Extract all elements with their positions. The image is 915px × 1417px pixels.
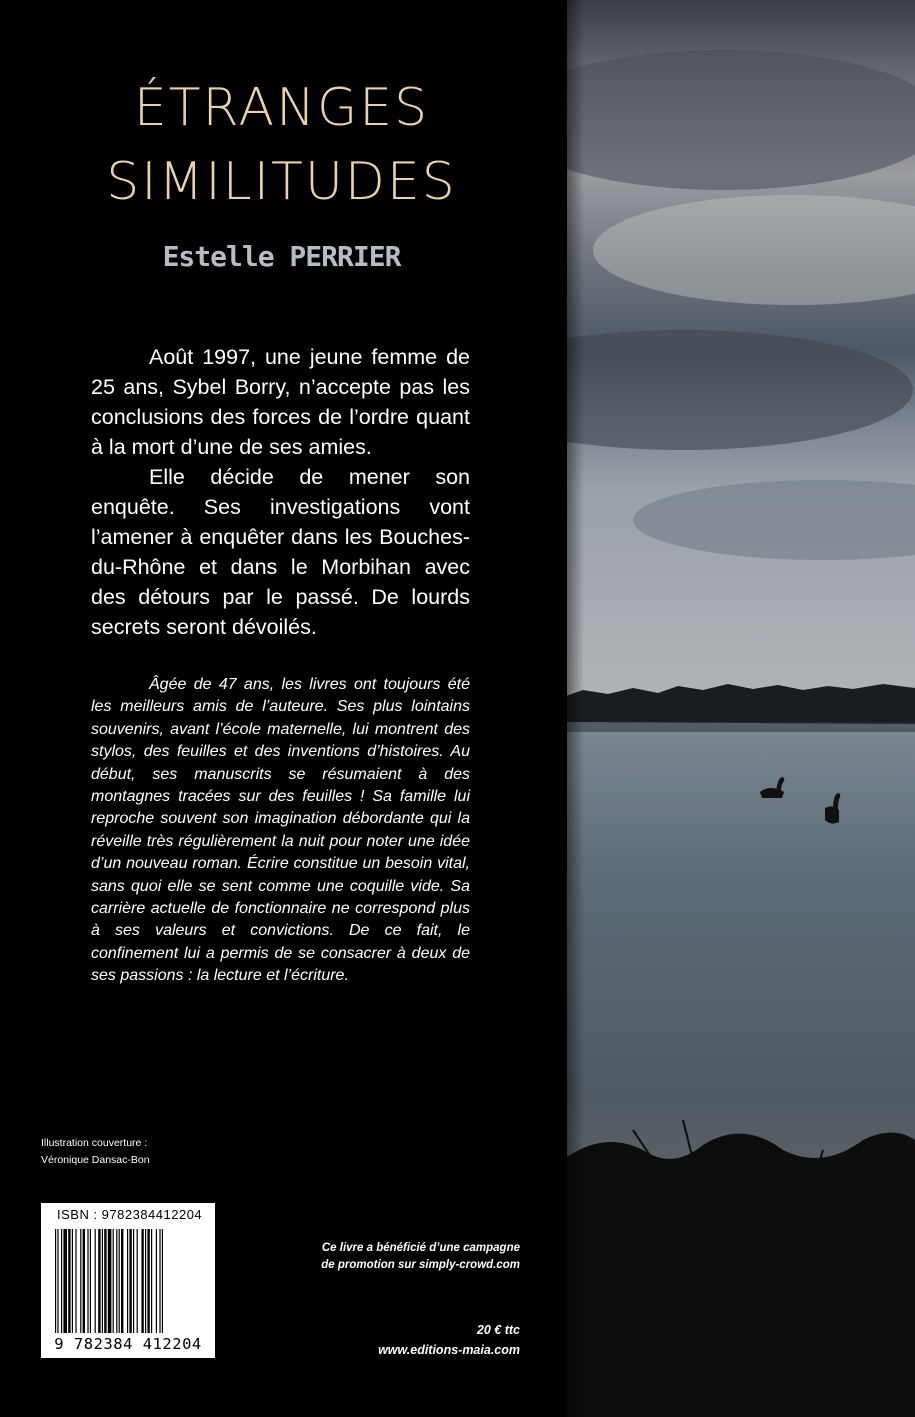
promotion-line-1: Ce livre a bénéficié d’une campagne [321, 1242, 520, 1254]
book-title-line-2: SIMILITUDES [106, 152, 457, 212]
promotion-line-2: de promotion sur simply-crowd.com [321, 1259, 520, 1271]
illustration-credit [41, 1135, 150, 1169]
publisher-website: www.editions-maia.com [378, 1343, 520, 1357]
illustration-credit-label: Illustration couverture : [41, 1137, 148, 1149]
book-title-line-1: ÉTRANGES [133, 78, 430, 138]
barcode-icon [55, 1229, 201, 1333]
price-and-website [300, 1320, 520, 1360]
price: 20 € ttc [476, 1323, 520, 1337]
synopsis [91, 342, 470, 642]
promotion-note [272, 1240, 520, 1274]
isbn-label: ISBN : 9782384412204 [57, 1207, 203, 1222]
author-bio: Âgée de 47 ans, les livres ont toujours été les meilleurs amis de l’auteure. Ses plus lointains souvenirs, avant l’école maternelle, lui montrent des stylos, des feuilles et des inventions d’histoires. Au début, ses manuscrits se résumaient à des montagnes tracées sur des feuilles ! Sa famille lui reproche souvent son imagination débordante qui la réveille très régulièrement la nuit pour noter une idée d’un nouveau roman. Écrire constitue un besoin vital, sans quoi elle se sent comme une coquille vide. Sa carrière actuelle de fonctionnaire ne correspond plus à ses valeurs et convictions. De ce fait, le confinement lui a permis de se consacrer à deux de ses passions : la lecture et l’écriture. [91, 676, 470, 985]
synopsis-paragraph-2: Elle décide de mener son enquête. Ses investigations vont l’amener à enquêter dans les Bouches-du-Rhône et dans le Morbihan avec des détours par le passé. De lourds secrets seront dévoilés. [91, 465, 470, 639]
barcode-block [41, 1203, 215, 1358]
author-name: Estelle PERRIER [162, 240, 401, 273]
synopsis-paragraph-1: Août 1997, une jeune femme de 25 ans, Sybel Borry, n’accepte pas les conclusions des forces de l’ordre quant à la mort d’une de ses amies. [91, 345, 470, 459]
illustrator-name: Véronique Dansac-Bon [41, 1154, 150, 1166]
lake-swans-photo [563, 0, 915, 1417]
isbn-digits: 9 782384 412204 [54, 1335, 202, 1353]
